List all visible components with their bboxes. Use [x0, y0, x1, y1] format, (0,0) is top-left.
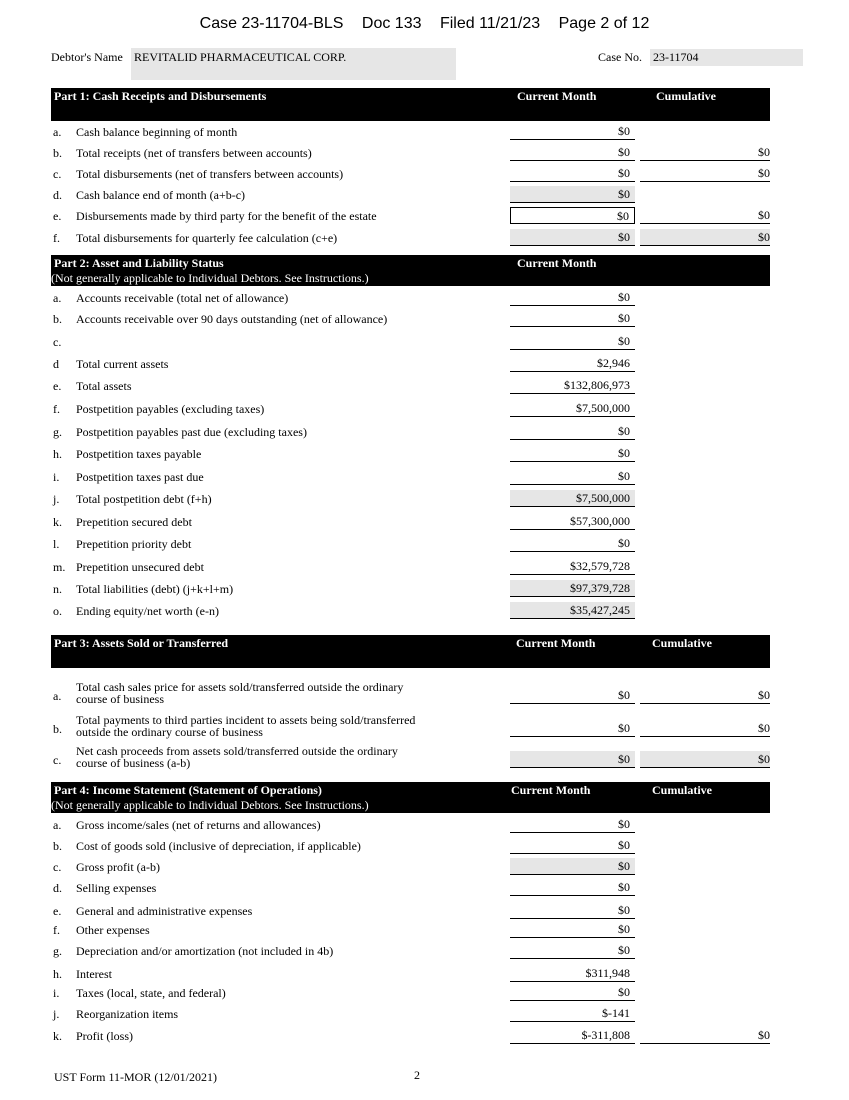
- part1-row: [51, 165, 770, 183]
- part2-row: [51, 580, 770, 598]
- part4-row: [51, 879, 770, 897]
- part3-title: Part 3: Assets Sold or Transferred: [54, 636, 229, 650]
- part4-row: [51, 816, 770, 834]
- row-label: Total disbursements (net of transfers between accounts): [76, 167, 344, 181]
- part4-row: [51, 837, 770, 855]
- part2-row: [51, 513, 770, 531]
- part2-row: [51, 490, 770, 508]
- current-month-field[interactable]: $0: [510, 984, 635, 1001]
- current-month-field[interactable]: $-141: [510, 1005, 635, 1022]
- row-label: [76, 714, 415, 738]
- part2-row: [51, 558, 770, 576]
- current-month-field[interactable]: $0: [510, 720, 635, 737]
- part2-row: [51, 289, 770, 307]
- debtor-name-field[interactable]: [131, 48, 456, 80]
- part4-col-cumulative: Cumulative: [652, 783, 712, 797]
- row-label: Other expenses: [76, 923, 150, 937]
- part2-row: [51, 333, 770, 351]
- row-letter: c.: [53, 335, 62, 349]
- row-label: Total current assets: [76, 357, 169, 371]
- row-label: Accounts receivable (total net of allowance): [76, 291, 289, 305]
- row-label: Prepetition priority debt: [76, 537, 192, 551]
- part3-col-current: Current Month: [516, 636, 596, 650]
- part2-row: [51, 310, 770, 328]
- part2-row: [51, 445, 770, 463]
- row-label: Gross income/sales (net of returns and allowances): [76, 818, 321, 832]
- row-label: Total assets: [76, 379, 132, 393]
- row-letter: k.: [53, 515, 62, 529]
- row-letter: k.: [53, 1029, 62, 1043]
- current-month-field[interactable]: $0: [510, 144, 635, 161]
- part3-row: [51, 680, 770, 706]
- row-letter: n.: [53, 582, 62, 596]
- row-label: Depreciation and/or amortization (not included in 4b): [76, 944, 334, 958]
- part2-row: [51, 535, 770, 553]
- row-letter: f.: [53, 402, 60, 416]
- row-label: Cost of goods sold (inclusive of depreciation, if applicable): [76, 839, 361, 853]
- current-month-field[interactable]: $-311,808: [510, 1027, 635, 1044]
- row-label: Postpetition taxes payable: [76, 447, 202, 461]
- current-month-field[interactable]: $35,427,245: [510, 602, 635, 619]
- row-label: Ending equity/net worth (e-n): [76, 604, 219, 618]
- row-letter: l.: [53, 537, 60, 551]
- row-letter: e.: [53, 209, 62, 223]
- row-letter: f.: [53, 923, 60, 937]
- current-month-field[interactable]: $0: [510, 837, 635, 854]
- row-letter: j.: [53, 492, 60, 506]
- row-letter: d: [53, 357, 59, 371]
- cumulative-field[interactable]: $0: [640, 720, 770, 737]
- part4-title: Part 4: Income Statement (Statement of Operations): [54, 783, 322, 797]
- case-no-field[interactable]: [650, 49, 803, 66]
- current-month-field[interactable]: $0: [510, 310, 635, 327]
- current-month-field[interactable]: $2,946: [510, 355, 635, 372]
- part2-subtitle: (Not generally applicable to Individual Debtors. See Instructions.): [51, 271, 369, 285]
- current-month-field[interactable]: $7,500,000: [510, 400, 635, 417]
- row-letter: h.: [53, 447, 62, 461]
- part4-row: [51, 942, 770, 960]
- part2-row: [51, 355, 770, 373]
- case-no-value: 23-11704: [653, 50, 699, 64]
- row-label: [76, 745, 398, 769]
- row-label: Prepetition unsecured debt: [76, 560, 204, 574]
- row-letter: c.: [53, 860, 62, 874]
- current-month-field[interactable]: $0: [510, 858, 635, 875]
- case-no-label: Case No.: [598, 50, 642, 64]
- part3-row: [51, 744, 770, 770]
- row-label: Disbursements made by third party for the benefit of the estate: [76, 209, 377, 223]
- current-month-field[interactable]: $0: [510, 751, 635, 768]
- row-letter: e.: [53, 379, 62, 393]
- part4-row: [51, 902, 770, 920]
- current-month-field[interactable]: $0: [510, 229, 635, 246]
- row-letter: h.: [53, 967, 62, 981]
- row-label-line2: course of business (a-b): [76, 756, 191, 770]
- row-label: Gross profit (a-b): [76, 860, 160, 874]
- row-letter: g.: [53, 425, 62, 439]
- current-month-field[interactable]: $57,300,000: [510, 513, 635, 530]
- part2-header: [51, 255, 770, 286]
- current-month-field[interactable]: $0: [510, 165, 635, 182]
- row-label: Cash balance end of month (a+b-c): [76, 188, 246, 202]
- current-month-field[interactable]: $0: [510, 123, 635, 140]
- part1-title: Part 1: Cash Receipts and Disbursements: [54, 89, 267, 103]
- court-header: [0, 15, 849, 33]
- row-label: Reorganization items: [76, 1007, 179, 1021]
- row-letter: i.: [53, 470, 60, 484]
- part4-subtitle: (Not generally applicable to Individual Debtors. See Instructions.): [51, 798, 369, 812]
- part2-row: [51, 400, 770, 418]
- current-month-field[interactable]: $0: [510, 942, 635, 959]
- row-label: Total receipts (net of transfers between accounts): [76, 146, 312, 160]
- row-label-line1: Total payments to third parties incident to assets being sold/transferred: [76, 713, 416, 727]
- case-stamp: Case 23-11704-BLS: [199, 15, 344, 32]
- part3-row: [51, 713, 770, 739]
- row-letter: f.: [53, 231, 60, 245]
- current-month-field[interactable]: $132,806,973: [510, 377, 635, 394]
- row-label: Cash balance beginning of month: [76, 125, 238, 139]
- part1-col-cumulative: Cumulative: [656, 89, 716, 103]
- part1-row: [51, 207, 770, 225]
- part4-row: [51, 858, 770, 876]
- row-label: Profit (loss): [76, 1029, 133, 1043]
- row-label-line2: outside the ordinary course of business: [76, 725, 263, 739]
- current-month-field[interactable]: $0: [510, 468, 635, 485]
- current-month-field[interactable]: $0: [510, 423, 635, 440]
- part4-header: [51, 782, 770, 813]
- current-month-field[interactable]: $0: [510, 902, 635, 919]
- cumulative-field[interactable]: $0: [640, 1027, 770, 1044]
- row-letter: i.: [53, 986, 60, 1000]
- part1-row: [51, 229, 770, 247]
- cumulative-field[interactable]: $0: [640, 751, 770, 768]
- current-month-field[interactable]: $311,948: [510, 965, 635, 982]
- part4-row: [51, 1005, 770, 1023]
- current-month-field[interactable]: $32,579,728: [510, 558, 635, 575]
- cumulative-field[interactable]: $0: [640, 165, 770, 182]
- current-month-field[interactable]: $0: [510, 687, 635, 704]
- row-letter: c.: [53, 753, 62, 767]
- part2-row: [51, 377, 770, 395]
- debtor-name-value: REVITALID PHARMACEUTICAL CORP.: [134, 50, 347, 64]
- row-letter: o.: [53, 604, 62, 618]
- row-letter: a.: [53, 125, 62, 139]
- part4-row: [51, 921, 770, 939]
- current-month-field[interactable]: $0: [510, 333, 635, 350]
- row-label: Postpetition taxes past due: [76, 470, 204, 484]
- page-stamp: Page 2 of 12: [558, 15, 650, 32]
- part2-row: [51, 602, 770, 620]
- row-letter: c.: [53, 167, 62, 181]
- row-letter: e.: [53, 904, 62, 918]
- debtor-name-label: Debtor's Name: [51, 50, 123, 64]
- row-letter: j.: [53, 1007, 60, 1021]
- row-label: Selling expenses: [76, 881, 157, 895]
- part3-col-cumulative: Cumulative: [652, 636, 712, 650]
- filed-stamp: Filed 11/21/23: [439, 15, 541, 32]
- row-letter: m.: [53, 560, 66, 574]
- current-month-field[interactable]: $0: [510, 207, 635, 224]
- current-month-field[interactable]: $7,500,000: [510, 490, 635, 507]
- row-label: Taxes (local, state, and federal): [76, 986, 226, 1000]
- row-letter: a.: [53, 689, 62, 703]
- current-month-field[interactable]: $0: [510, 289, 635, 306]
- row-letter: b.: [53, 839, 62, 853]
- part3-header: [51, 635, 770, 668]
- row-label: Prepetition secured debt: [76, 515, 192, 529]
- part2-title: Part 2: Asset and Liability Status: [54, 256, 224, 270]
- row-letter: d.: [53, 881, 62, 895]
- row-letter: b.: [53, 312, 62, 326]
- row-letter: b.: [53, 146, 62, 160]
- part2-row: [51, 468, 770, 486]
- row-letter: d.: [53, 188, 62, 202]
- doc-stamp: Doc 133: [361, 15, 422, 32]
- row-label: Accounts receivable over 90 days outstanding (net of allowance): [76, 312, 388, 326]
- row-label: Total liabilities (debt) (j+k+l+m): [76, 582, 234, 596]
- row-label: Total disbursements for quarterly fee calculation (c+e): [76, 231, 338, 245]
- part4-row: [51, 1027, 770, 1045]
- current-month-field[interactable]: $0: [510, 445, 635, 462]
- part1-col-current: Current Month: [517, 89, 597, 103]
- part1-row: [51, 186, 770, 204]
- current-month-field[interactable]: $0: [510, 879, 635, 896]
- part4-row: [51, 984, 770, 1002]
- part2-col-current: Current Month: [517, 256, 597, 270]
- part4-col-current: Current Month: [511, 783, 591, 797]
- row-label: General and administrative expenses: [76, 904, 253, 918]
- cumulative-field[interactable]: $0: [640, 144, 770, 161]
- row-label: Interest: [76, 967, 112, 981]
- row-label: Postpetition payables past due (excluding taxes): [76, 425, 307, 439]
- part1-row: [51, 144, 770, 162]
- cumulative-field[interactable]: $0: [640, 207, 770, 224]
- row-letter: g.: [53, 944, 62, 958]
- row-label: Total postpetition debt (f+h): [76, 492, 212, 506]
- part4-row: [51, 965, 770, 983]
- current-month-field[interactable]: $97,379,728: [510, 580, 635, 597]
- row-letter: a.: [53, 291, 62, 305]
- page-number: 2: [414, 1068, 420, 1082]
- row-letter: a.: [53, 818, 62, 832]
- part1-row: [51, 123, 770, 141]
- row-label: [76, 681, 403, 705]
- form-id: UST Form 11-MOR (12/01/2021): [54, 1070, 218, 1084]
- current-month-field[interactable]: $0: [510, 921, 635, 938]
- part1-header: [51, 88, 770, 121]
- cumulative-field[interactable]: $0: [640, 687, 770, 704]
- current-month-field[interactable]: $0: [510, 535, 635, 552]
- current-month-field[interactable]: $0: [510, 816, 635, 833]
- current-month-field[interactable]: $0: [510, 186, 635, 203]
- cumulative-field[interactable]: $0: [640, 229, 770, 246]
- row-label-line1: Net cash proceeds from assets sold/transferred outside the ordinary: [76, 744, 398, 758]
- row-label-line2: course of business: [76, 692, 164, 706]
- row-label-line1: Total cash sales price for assets sold/transferred outside the ordinary: [76, 680, 404, 694]
- row-label: Postpetition payables (excluding taxes): [76, 402, 265, 416]
- part2-row: [51, 423, 770, 441]
- row-letter: b.: [53, 722, 62, 736]
